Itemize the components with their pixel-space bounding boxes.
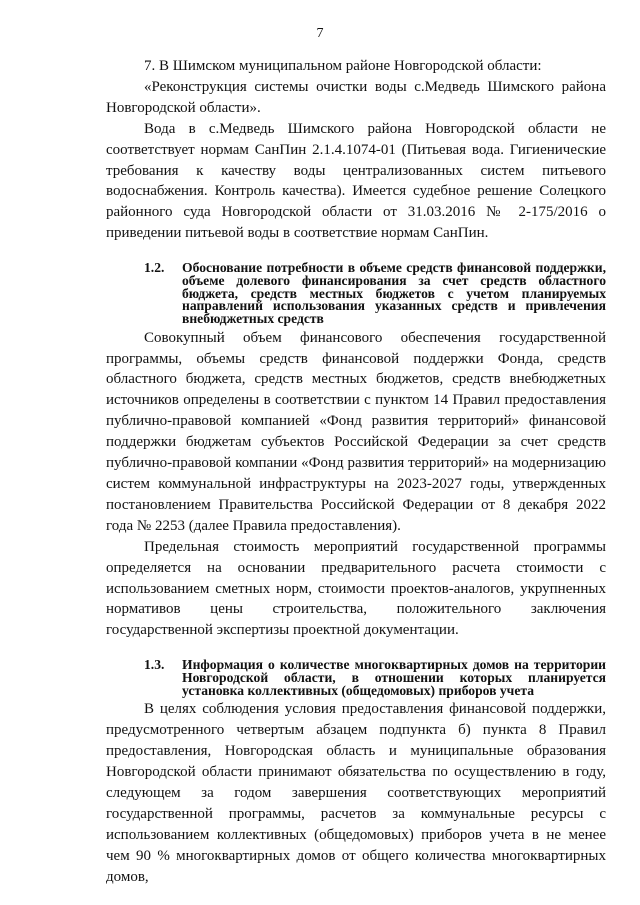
section-number: 1.2. (144, 260, 165, 276)
section-number: 1.3. (144, 657, 165, 673)
page-number: 7 (316, 26, 324, 41)
section-heading-1-3 (106, 659, 606, 697)
section-heading-1-2 (106, 262, 606, 326)
paragraph-water-quality: Вода в с.Медведь Шимского района Новгородской области не соответствует нормам СанПин 2.1.4.1074-01 (Питьевая вода. Гигиенические требования к качеству воды централизованных систем питьевого водоснабжения. Контроль качества). Имеется судебное решение Солецкого районного суда Новгородской области от 31.03.2016 № 2-175/2016 о приведении питьевой воды в соответствие нормам СанПин. (106, 120, 606, 242)
paragraph-cost-limit: Предельная стоимость мероприятий государственной программы определяется на основании предварительного расчета стоимости с использованием сметных норм, стоимости проектов-аналогов, укрупненных нормативов цены строительства, положительного заключения государственной экспертизы проектной документации. (106, 538, 606, 639)
paragraph-financing-volume: Совокупный объем финансового обеспечения государственной программы, объемы средств финансовой поддержки Фонда, средств областного бюджета, средств местных бюджетов, средств внебюджетных источников определены в соответствии с пунктом 14 Правил предоставления публично-правовой компанией «Фонд развития территорий» финансовой поддержки бюджетам субъектов Российской Федерации за счет средств публично-правовой компании «Фонд развития территорий» на модернизацию систем коммунальной инфраструктуры на 2023-2027 годы, утвержденных постановлением Правительства Российской Федерации от 8 декабря 2022 года № 2253 (далее Правила предоставления). (106, 329, 606, 534)
section-title: Информация о количестве многоквартирных домов на территории Новгородской области, в отношении которых планируется установка коллективных (общедомовых) приборов учета (182, 657, 606, 698)
paragraph-project-name: «Реконструкция системы очистки воды с.Медведь Шимского района Новгородской области». (106, 78, 606, 116)
paragraph-metering-obligations: В целях соблюдения условия предоставления финансовой поддержки, предусмотренного четвертым абзацем подпункта б) пункта 8 Правил предоставления, Новгородская область и муниципальные образования Новгородской области принимают обязательства по осуществлению в году, следующем за годом завершения соответствующих мероприятий государственной программы, расчетов за коммунальные ресурсы с использованием коллективных (общедомовых) приборов учета в не менее чем 90 % многоквартирных домов от общего количества многоквартирных домов, (106, 701, 606, 885)
document-body (106, 56, 606, 888)
paragraph-district-header: 7. В Шимском муниципальном районе Новгородской области: (144, 58, 542, 74)
section-title: Обоснование потребности в объеме средств финансовой поддержки, объеме долевого финансирования за счет средств областного бюджета, средств местных бюджетов с учетом планируемых направлений использования указанных средств и привлечения внебюджетных средств (182, 260, 606, 326)
